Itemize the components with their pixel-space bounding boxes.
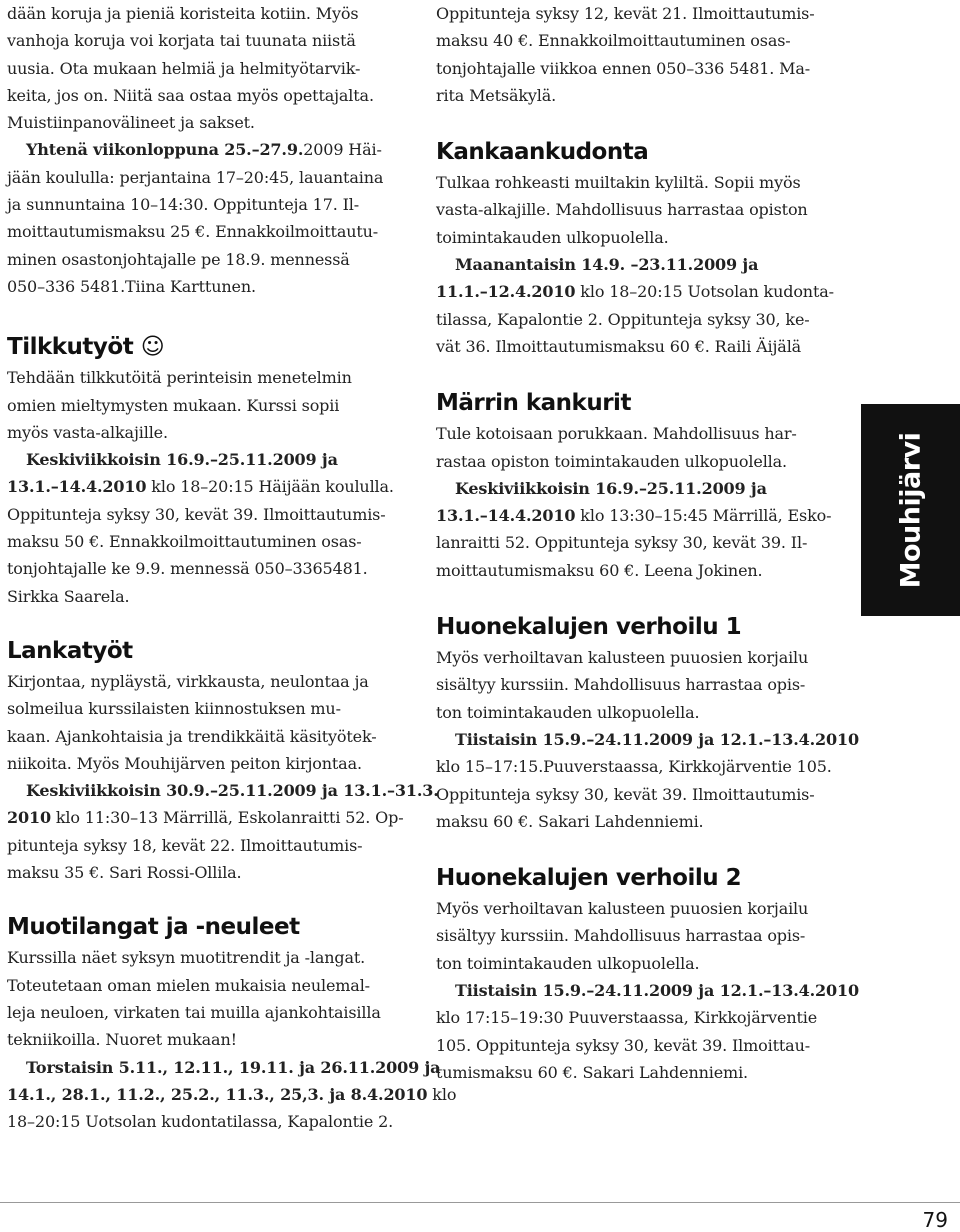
schedule-line	[7, 804, 407, 831]
text-fragment: 2009 Häi-	[303, 140, 382, 160]
page-divider	[0, 1202, 960, 1203]
text-line: toimintakauden ulkopuolella.	[436, 227, 669, 247]
text-line: sisältyy kurssiin. Mahdollisuus harrastaa opis-	[436, 926, 806, 946]
schedule-line	[436, 475, 836, 502]
text-line: Kurssilla näet syksyn muotitrendit ja -langat.	[7, 948, 366, 968]
text-line: maksu 60 €. Sakari Lahdenniemi.	[436, 811, 704, 831]
section-title: Lankatyöt	[7, 637, 133, 664]
text-line: omien mieltymysten mukaan. Kurssi sopii	[7, 395, 340, 415]
text-line: Myös verhoiltavan kalusteen puuosien korjailu	[436, 648, 809, 668]
text-line: lanraitti 52. Oppitunteja syksy 30, kevät 39. Il-	[436, 533, 808, 553]
text-line: vanhoja koruja voi korjata tai tuunata niistä	[7, 31, 356, 51]
text-line: Tehdään tilkkutöitä perinteisin menetelmin	[7, 368, 352, 388]
section-kankaankudonta	[436, 135, 836, 360]
text-line: Muistiinpanovälineet ja sakset.	[7, 113, 255, 133]
section-title: Huonekalujen verhoilu 2	[436, 865, 742, 892]
text-line: Sirkka Saarela.	[7, 586, 130, 606]
text-line: rita Metsäkylä.	[436, 85, 557, 105]
text-line: maksu 50 €. Ennakkoilmoittautuminen osas-	[7, 532, 362, 552]
text-line: 050–336 5481.Tiina Karttunen.	[7, 276, 256, 296]
schedule-date: Torstaisin 5.11., 12.11., 19.11. ja 26.11.2009 ja	[26, 1057, 441, 1077]
section-lankatyot	[7, 634, 439, 886]
left-column	[7, 0, 457, 1135]
schedule-line	[7, 1054, 441, 1081]
schedule-line	[436, 977, 859, 1004]
text-line: ton toimintakauden ulkopuolella.	[436, 953, 700, 973]
text-line: moittautumismaksu 25 €. Ennakkoilmoittautu-	[7, 222, 379, 242]
text-line: moittautumismaksu 60 €. Leena Jokinen.	[436, 560, 763, 580]
text-line: Tule kotoisaan porukkaan. Mahdollisuus har-	[436, 424, 797, 444]
schedule-line	[7, 136, 407, 163]
text-line: klo 17:15–19:30 Puuverstaassa, Kirkkojärventie	[436, 1008, 818, 1028]
text-line: klo 15–17:15.Puuverstaassa, Kirkkojärventie 105.	[436, 757, 832, 777]
section-tilkkutyot	[7, 330, 407, 610]
text-line: minen osastonjohtajalle pe 18.9. mennessä	[7, 249, 350, 269]
page-number: 79	[922, 1208, 948, 1232]
text-line: vasta-alkajille. Mahdollisuus harrastaa opiston	[436, 200, 808, 220]
intro-paragraph	[436, 0, 836, 109]
text-fragment: klo	[427, 1084, 457, 1104]
text-line: Kirjontaa, nypläystä, virkkausta, neulontaa ja	[7, 671, 369, 691]
text-line: Oppitunteja syksy 12, kevät 21. Ilmoittautumis-	[436, 4, 815, 23]
schedule-date: 2010	[7, 808, 51, 828]
schedule-date: Keskiviikkoisin 16.9.–25.11.2009 ja	[455, 478, 767, 498]
section-title: Kankaankudonta	[436, 139, 649, 166]
side-tab	[861, 404, 960, 616]
text-fragment: klo 18–20:15 Häijään koululla.	[146, 477, 394, 497]
intro-paragraph	[7, 0, 407, 300]
text-line: ja sunnuntaina 10–14:30. Oppitunteja 17. Il-	[7, 195, 359, 215]
schedule-date: 11.1.–12.4.2010	[436, 282, 576, 302]
schedule-date: Tiistaisin 15.9.–24.11.2009 ja 12.1.–13.4.2010	[455, 981, 859, 1001]
text-line: pitunteja syksy 18, kevät 22. Ilmoittautumis-	[7, 835, 363, 855]
text-line: maksu 35 €. Sari Rossi-Ollila.	[7, 863, 242, 883]
section-title: Muotilangat ja -neuleet	[7, 914, 300, 941]
text-line: myös vasta-alkajille.	[7, 422, 168, 442]
text-line: tekniikoilla. Nuoret mukaan!	[7, 1030, 237, 1050]
schedule-line	[7, 473, 407, 500]
text-line: ton toimintakauden ulkopuolella.	[436, 702, 700, 722]
schedule-date: Keskiviikkoisin 30.9.–25.11.2009 ja 13.1.–31.3.	[26, 781, 439, 801]
text-line: niikoita. Myös Mouhijärven peiton kirjontaa.	[7, 753, 362, 773]
text-line: jään koululla: perjantaina 17–20:45, lauantaina	[7, 167, 384, 187]
schedule-date: Yhtenä viikonloppuna 25.–27.9.	[26, 140, 304, 160]
section-title: Märrin kankurit	[436, 390, 631, 417]
text-line: tilassa, Kapalontie 2. Oppitunteja syksy 30, ke-	[436, 309, 810, 329]
schedule-line	[7, 446, 407, 473]
text-line: keita, jos on. Niitä saa ostaa myös opettajalta.	[7, 85, 374, 105]
text-fragment: klo 11:30–13 Märrillä, Eskolanraitti 52. Op-	[50, 808, 404, 828]
text-line: Oppitunteja syksy 30, kevät 39. Ilmoittautumis-	[7, 504, 386, 524]
schedule-date: Keskiviikkoisin 16.9.–25.11.2009 ja	[26, 450, 338, 470]
right-column	[436, 0, 859, 1086]
schedule-date: Maanantaisin 14.9. –23.11.2009 ja	[455, 255, 759, 275]
text-line: rastaa opiston toimintakauden ulkopuolella.	[436, 451, 787, 471]
text-line: Toteutetaan oman mielen mukaisia neulemal-	[7, 975, 370, 995]
text-line: tumismaksu 60 €. Sakari Lahdenniemi.	[436, 1062, 748, 1082]
text-line: vät 36. Ilmoittautumismaksu 60 €. Raili Äijälä	[436, 336, 802, 356]
section-muotilangat	[7, 910, 457, 1135]
text-line: 105. Oppitunteja syksy 30, kevät 39. Ilmoittau-	[436, 1035, 810, 1055]
text-line: Myös verhoiltavan kalusteen puuosien korjailu	[436, 899, 809, 919]
text-line: 18–20:15 Uotsolan kudontatilassa, Kapalontie 2.	[7, 1112, 394, 1132]
text-fragment: klo 18–20:15 Uotsolan kudonta-	[575, 282, 834, 302]
text-line: kaan. Ajankohtaisia ja trendikkäitä käsityötek-	[7, 726, 377, 746]
schedule-date: 13.1.–14.4.2010	[7, 477, 147, 497]
text-line: Tulkaa rohkeasti muiltakin kyliltä. Sopii myös	[436, 173, 801, 193]
side-tab-label: Mouhijärvi	[895, 432, 927, 588]
text-line: maksu 40 €. Ennakkoilmoittautuminen osas-	[436, 31, 791, 51]
schedule-line	[7, 1081, 457, 1108]
schedule-date: Tiistaisin 15.9.–24.11.2009 ja 12.1.–13.4.2010	[455, 729, 859, 749]
text-fragment: klo 13:30–15:45 Märrillä, Esko-	[575, 506, 832, 526]
section-verhoilu-1	[436, 610, 859, 835]
text-line: leja neuloen, virkaten tai muilla ajankohtaisilla	[7, 1002, 381, 1022]
schedule-date: 14.1., 28.1., 11.2., 25.2., 11.3., 25,3. ja 8.4.2010	[7, 1084, 428, 1104]
schedule-line	[436, 251, 836, 278]
schedule-line	[436, 502, 836, 529]
text-line: uusia. Ota mukaan helmiä ja helmityötarvik-	[7, 58, 361, 78]
schedule-line	[436, 726, 859, 753]
schedule-line	[436, 278, 836, 305]
section-marrin-kankurit	[436, 386, 836, 584]
text-line: Oppitunteja syksy 30, kevät 39. Ilmoittautumis-	[436, 784, 815, 804]
text-line: tonjohtajalle ke 9.9. mennessä 050–3365481.	[7, 559, 368, 579]
text-line: sisältyy kurssiin. Mahdollisuus harrastaa opis-	[436, 675, 806, 695]
text-line: dään koruja ja pieniä koristeita kotiin. Myös	[7, 4, 359, 23]
schedule-line	[7, 777, 439, 804]
section-verhoilu-2	[436, 861, 859, 1086]
schedule-date: 13.1.–14.4.2010	[436, 506, 576, 526]
section-title: Tilkkutyöt ☺	[7, 334, 165, 361]
text-line: tonjohtajalle viikkoa ennen 050–336 5481. Ma-	[436, 58, 811, 78]
section-title: Huonekalujen verhoilu 1	[436, 614, 742, 641]
text-line: solmeilua kurssilaisten kiinnostuksen mu-	[7, 699, 341, 719]
